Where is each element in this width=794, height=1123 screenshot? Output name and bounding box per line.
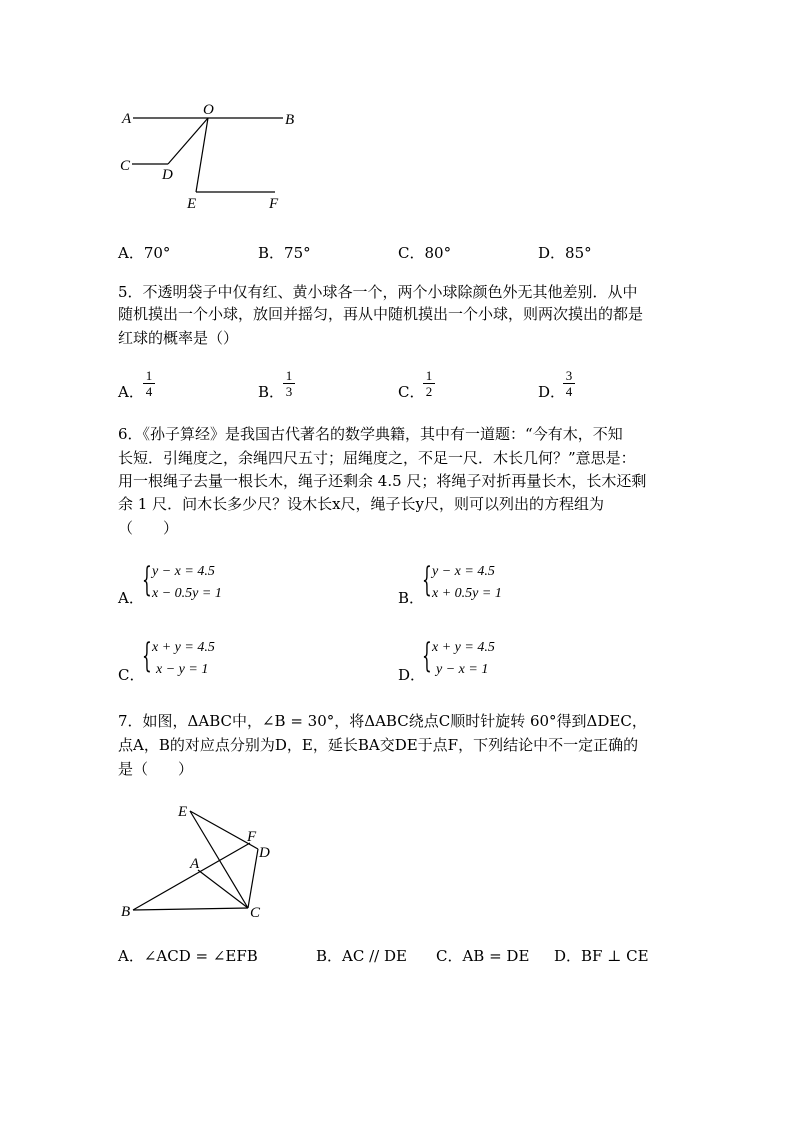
q6-option-c-brace: { xyxy=(142,636,152,676)
label-D: D xyxy=(259,845,270,861)
label-A: A xyxy=(122,111,132,127)
q5-option-d-label: D． xyxy=(538,383,566,401)
q4-option-b: B．75° xyxy=(258,244,311,262)
line-DC xyxy=(248,849,258,908)
q5-line-1: 5．不透明袋子中仅有红、黄小球各一个，两个小球除颜色外无其他差别．从中 xyxy=(118,283,638,301)
figure-q7 xyxy=(110,795,290,925)
q6-option-b-eq1: y − x = 4.5 xyxy=(432,564,495,579)
q4-option-a: A．70° xyxy=(118,244,171,262)
q6-option-c-eq2: x − y = 1 xyxy=(156,662,209,677)
q6-option-d-brace: { xyxy=(422,636,432,676)
label-C: C xyxy=(250,905,261,921)
q6-line-1: 6．《孙子算经》是我国古代著名的数学典籍，其中有一道题：“今有木，不知 xyxy=(118,425,623,443)
figure-q4 xyxy=(110,95,310,215)
q7-option-b: B．AC // DE xyxy=(316,947,407,965)
label-E: E xyxy=(178,804,188,820)
q6-option-a-eq2: x − 0.5y = 1 xyxy=(152,586,222,601)
label-C: C xyxy=(120,158,131,174)
line-BC xyxy=(133,908,248,910)
q6-option-c-eq1: x + y = 4.5 xyxy=(152,640,215,655)
q6-line-5: （ ） xyxy=(118,519,179,537)
q6-option-b-label: B． xyxy=(398,589,425,607)
q6-line-2: 长短．引绳度之，余绳四尺五寸；屈绳度之，不足一尺．木长几何？”意思是： xyxy=(118,449,636,467)
q7-option-c: C．AB = DE xyxy=(436,947,530,965)
q6-line-4: 余 1 尺．问木长多少尺？设木长x尺，绳子长y尺，则可以列出的方程组为 xyxy=(118,495,605,513)
q7-line-3: 是（ ） xyxy=(118,760,194,778)
q7-line-2: 点A，B的对应点分别为D，E，延长BA交DE于点F，下列结论中不一定正确的 xyxy=(118,736,639,754)
q5-option-c-fraction: 1 2 xyxy=(423,369,435,398)
q6-option-a-eq1: y − x = 4.5 xyxy=(152,564,215,579)
q5-option-d-fraction: 3 4 xyxy=(563,369,575,398)
q4-option-d: D．85° xyxy=(538,244,592,262)
q6-option-c-label: C． xyxy=(118,666,145,684)
q7-option-a: A．∠ACD = ∠EFB xyxy=(118,947,258,965)
q6-line-3: 用一根绳子去量一根长木，绳子还剩余 4.5 尺；将绳子对折再量长木，长木还剩 xyxy=(118,472,647,490)
label-O: O xyxy=(203,102,214,118)
q5-option-b-fraction: 1 3 xyxy=(283,369,295,398)
q5-option-a-fraction: 1 4 xyxy=(143,369,155,398)
q5-option-a-label: A． xyxy=(118,383,144,401)
line-BF xyxy=(133,843,250,910)
label-B: B xyxy=(285,112,295,128)
q6-option-d-eq2: y − x = 1 xyxy=(436,662,489,677)
q7-line-1: 7．如图，ΔABC中，∠B = 30°，将ΔABC绕点C顺时针旋转 60°得到ΔDEC， xyxy=(118,712,647,730)
label-B: B xyxy=(121,904,131,920)
q6-option-a-brace: { xyxy=(142,560,152,600)
label-F: F xyxy=(269,196,279,212)
label-E: E xyxy=(187,196,197,212)
q6-option-d-label: D． xyxy=(398,666,426,684)
label-F: F xyxy=(247,829,257,845)
line-AC xyxy=(198,870,248,908)
q5-line-2: 随机摸出一个小球，放回并摇匀，再从中随机摸出一个小球，则两次摸出的都是 xyxy=(118,305,644,323)
q7-option-d: D．BF ⊥ CE xyxy=(554,947,649,965)
q5-option-b-label: B． xyxy=(258,383,285,401)
q6-option-d-eq1: x + y = 4.5 xyxy=(432,640,495,655)
q5-option-c-label: C． xyxy=(398,383,425,401)
q6-option-b-eq2: x + 0.5y = 1 xyxy=(432,586,502,601)
q4-option-c: C．80° xyxy=(398,244,452,262)
q5-line-3: 红球的概率是（） xyxy=(118,329,239,347)
q6-option-a-label: A． xyxy=(118,589,144,607)
label-D: D xyxy=(162,167,173,183)
label-A: A xyxy=(190,856,200,872)
q6-option-b-brace: { xyxy=(422,560,432,600)
